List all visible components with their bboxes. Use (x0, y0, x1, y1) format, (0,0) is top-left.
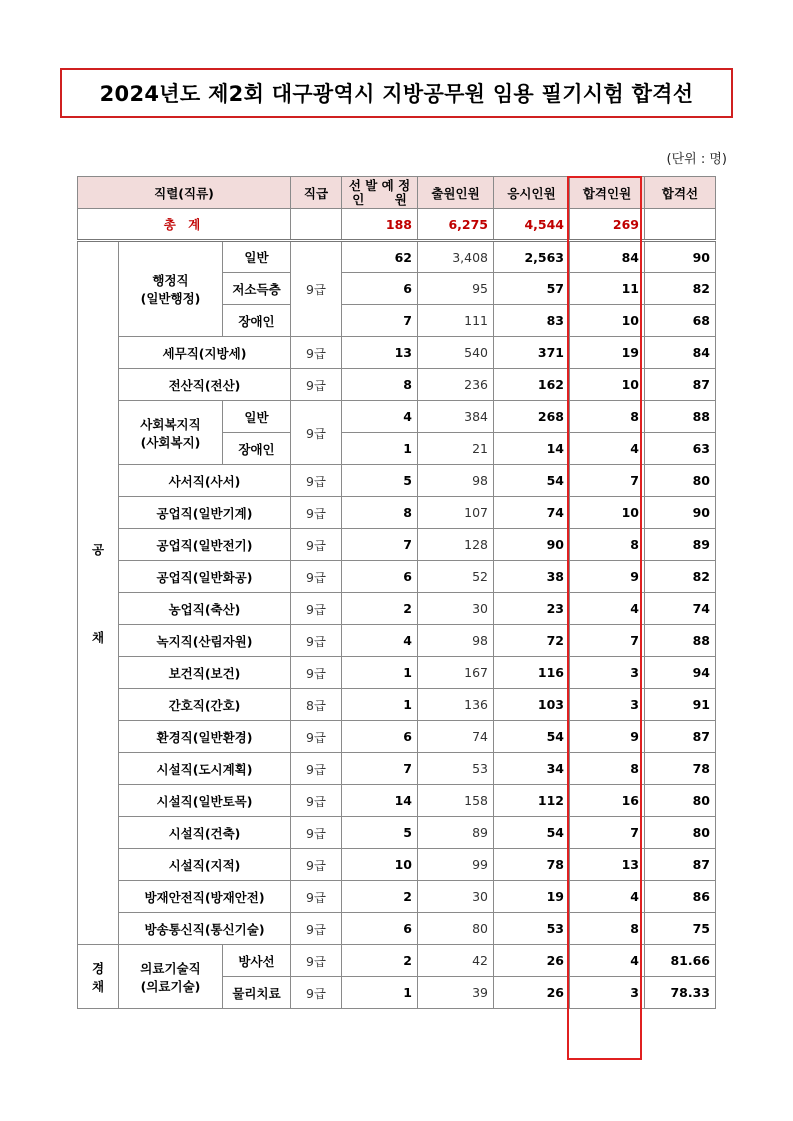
cutoff-cell: 82 (645, 273, 716, 305)
took-cell: 371 (494, 337, 570, 369)
took-cell: 54 (494, 817, 570, 849)
planned-cell: 2 (342, 593, 418, 625)
group-welfare (119, 401, 223, 465)
applied-cell: 111 (418, 305, 494, 337)
category-char: 경 (91, 960, 105, 976)
took-cell: 14 (494, 433, 570, 465)
took-cell: 26 (494, 945, 570, 977)
applied-cell: 107 (418, 497, 494, 529)
planned-cell: 1 (342, 433, 418, 465)
applied-cell: 384 (418, 401, 494, 433)
grade-cell: 9급 (291, 817, 342, 849)
passed-cell: 9 (570, 561, 645, 593)
passed-cell: 84 (570, 241, 645, 273)
planned-cell: 2 (342, 881, 418, 913)
unit-label: (단위 : 명) (666, 152, 727, 167)
sub-name: 장애인 (223, 433, 291, 465)
cutoff-cell: 74 (645, 593, 716, 625)
header-row (78, 177, 716, 209)
took-cell: 19 (494, 881, 570, 913)
passed-cell: 4 (570, 593, 645, 625)
header-series: 직렬(직류) (78, 177, 291, 209)
applied-cell: 39 (418, 977, 494, 1009)
total-passed: 269 (570, 209, 645, 241)
passed-cell: 8 (570, 753, 645, 785)
cutoff-cell: 88 (645, 625, 716, 657)
category-char: 채 (91, 630, 105, 645)
table-row (78, 529, 716, 561)
planned-cell: 5 (342, 817, 418, 849)
total-row (78, 209, 716, 241)
passed-cell: 19 (570, 337, 645, 369)
took-cell: 54 (494, 465, 570, 497)
series-name: 세무직(지방세) (119, 337, 291, 369)
cutoff-cell: 89 (645, 529, 716, 561)
table-row (78, 817, 716, 849)
passed-cell: 8 (570, 529, 645, 561)
table-row (78, 689, 716, 721)
cutoff-cell: 82 (645, 561, 716, 593)
series-name: 공업직(일반화공) (119, 561, 291, 593)
took-cell: 162 (494, 369, 570, 401)
planned-cell: 13 (342, 337, 418, 369)
table-row (78, 721, 716, 753)
series-name: 시설직(도시계획) (119, 753, 291, 785)
took-cell: 74 (494, 497, 570, 529)
header-planned-line1: 선 발 예 정 (348, 177, 411, 193)
applied-cell: 30 (418, 593, 494, 625)
table-row (78, 241, 716, 273)
total-cutoff (645, 209, 716, 241)
table-row (78, 561, 716, 593)
header-cutoff: 합격선 (645, 177, 716, 209)
series-name: 간호직(간호) (119, 689, 291, 721)
grade-cell: 9급 (291, 785, 342, 817)
total-took: 4,544 (494, 209, 570, 241)
cutoff-cell: 84 (645, 337, 716, 369)
sub-name: 일반 (223, 401, 291, 433)
grade-cell: 9급 (291, 561, 342, 593)
cutoff-cell: 87 (645, 721, 716, 753)
cutoff-cell: 68 (645, 305, 716, 337)
passed-cell: 16 (570, 785, 645, 817)
grade-cell: 9급 (291, 593, 342, 625)
grade-cell: 8급 (291, 689, 342, 721)
took-cell: 26 (494, 977, 570, 1009)
planned-cell: 1 (342, 657, 418, 689)
series-name: 녹지직(산림자원) (119, 625, 291, 657)
grade-cell: 9급 (291, 913, 342, 945)
applied-cell: 98 (418, 625, 494, 657)
total-grade (291, 209, 342, 241)
series-name: 공업직(일반기계) (119, 497, 291, 529)
sub-name: 일반 (223, 241, 291, 273)
applied-cell: 74 (418, 721, 494, 753)
table-row (78, 497, 716, 529)
table-row (78, 401, 716, 433)
cutoff-cell: 80 (645, 785, 716, 817)
took-cell: 23 (494, 593, 570, 625)
took-cell: 83 (494, 305, 570, 337)
took-cell: 268 (494, 401, 570, 433)
cutoff-table (77, 176, 716, 1009)
grade-cell: 9급 (291, 337, 342, 369)
cutoff-cell: 90 (645, 241, 716, 273)
applied-cell: 53 (418, 753, 494, 785)
header-took: 응시인원 (494, 177, 570, 209)
table-row (78, 465, 716, 497)
table-row (78, 881, 716, 913)
category-gyeongchae (78, 945, 119, 1009)
sub-name: 저소득층 (223, 273, 291, 305)
passed-cell: 8 (570, 401, 645, 433)
cutoff-cell: 78 (645, 753, 716, 785)
table-row (78, 785, 716, 817)
passed-cell: 10 (570, 305, 645, 337)
passed-cell: 4 (570, 945, 645, 977)
planned-cell: 8 (342, 497, 418, 529)
took-cell: 90 (494, 529, 570, 561)
applied-cell: 167 (418, 657, 494, 689)
planned-cell: 1 (342, 977, 418, 1009)
total-planned: 188 (342, 209, 418, 241)
group-line: 행정직 (152, 273, 189, 288)
total-label: 총 계 (78, 209, 291, 241)
planned-cell: 10 (342, 849, 418, 881)
grade-cell: 9급 (291, 657, 342, 689)
sub-name: 방사선 (223, 945, 291, 977)
header-passed: 합격인원 (570, 177, 645, 209)
planned-cell: 14 (342, 785, 418, 817)
passed-cell: 7 (570, 817, 645, 849)
group-line: (일반행정) (140, 291, 201, 306)
took-cell: 112 (494, 785, 570, 817)
page-title: 2024년도 제2회 대구광역시 지방공무원 임용 필기시험 합격선 (99, 82, 694, 106)
applied-cell: 98 (418, 465, 494, 497)
applied-cell: 540 (418, 337, 494, 369)
cutoff-cell: 94 (645, 657, 716, 689)
took-cell: 72 (494, 625, 570, 657)
series-name: 공업직(일반전기) (119, 529, 291, 561)
planned-cell: 7 (342, 753, 418, 785)
cutoff-cell: 90 (645, 497, 716, 529)
applied-cell: 236 (418, 369, 494, 401)
took-cell: 57 (494, 273, 570, 305)
planned-cell: 4 (342, 625, 418, 657)
series-name: 시설직(일반토목) (119, 785, 291, 817)
applied-cell: 128 (418, 529, 494, 561)
took-cell: 54 (494, 721, 570, 753)
header-planned (342, 177, 418, 209)
group-admin (119, 241, 223, 337)
group-line: (사회복지) (140, 434, 201, 450)
took-cell: 116 (494, 657, 570, 689)
header-grade: 직급 (291, 177, 342, 209)
applied-cell: 21 (418, 433, 494, 465)
passed-cell: 3 (570, 977, 645, 1009)
took-cell: 78 (494, 849, 570, 881)
passed-cell: 10 (570, 497, 645, 529)
header-applied: 출원인원 (418, 177, 494, 209)
planned-cell: 6 (342, 913, 418, 945)
took-cell: 53 (494, 913, 570, 945)
passed-cell: 11 (570, 273, 645, 305)
cutoff-cell: 80 (645, 817, 716, 849)
planned-cell: 6 (342, 721, 418, 753)
sub-name: 장애인 (223, 305, 291, 337)
grade-cell: 9급 (291, 881, 342, 913)
total-applied: 6,275 (418, 209, 494, 241)
series-name: 농업직(축산) (119, 593, 291, 625)
applied-cell: 136 (418, 689, 494, 721)
group-line: 사회복지직 (140, 416, 201, 432)
applied-cell: 95 (418, 273, 494, 305)
table-row (78, 593, 716, 625)
planned-cell: 6 (342, 273, 418, 305)
header-planned-line2: 인 원 (352, 191, 407, 207)
cutoff-cell: 86 (645, 881, 716, 913)
table-row (78, 945, 716, 977)
category-gongchae (78, 241, 119, 945)
planned-cell: 7 (342, 305, 418, 337)
grade-cell: 9급 (291, 977, 342, 1009)
took-cell: 38 (494, 561, 570, 593)
series-name: 방재안전직(방재안전) (119, 881, 291, 913)
passed-cell: 13 (570, 849, 645, 881)
applied-cell: 3,408 (418, 241, 494, 273)
table-row (78, 369, 716, 401)
applied-cell: 99 (418, 849, 494, 881)
category-char: 채 (91, 978, 105, 994)
planned-cell: 4 (342, 401, 418, 433)
group-line: 의료기술직 (140, 960, 201, 976)
passed-cell: 7 (570, 625, 645, 657)
applied-cell: 89 (418, 817, 494, 849)
table-row (78, 625, 716, 657)
series-name: 환경직(일반환경) (119, 721, 291, 753)
planned-cell: 2 (342, 945, 418, 977)
passed-cell: 9 (570, 721, 645, 753)
series-name: 사서직(사서) (119, 465, 291, 497)
table-row (78, 657, 716, 689)
grade-cell: 9급 (291, 497, 342, 529)
planned-cell: 7 (342, 529, 418, 561)
passed-cell: 4 (570, 433, 645, 465)
series-name: 방송통신직(통신기술) (119, 913, 291, 945)
grade-cell: 9급 (291, 369, 342, 401)
table-row (78, 913, 716, 945)
applied-cell: 52 (418, 561, 494, 593)
cutoff-cell: 75 (645, 913, 716, 945)
grade-cell: 9급 (291, 945, 342, 977)
series-name: 보건직(보건) (119, 657, 291, 689)
table-row (78, 337, 716, 369)
cutoff-cell: 87 (645, 369, 716, 401)
cutoff-cell: 87 (645, 849, 716, 881)
grade-cell: 9급 (291, 625, 342, 657)
planned-cell: 1 (342, 689, 418, 721)
cutoff-cell: 80 (645, 465, 716, 497)
passed-cell: 7 (570, 465, 645, 497)
grade-cell: 9급 (291, 465, 342, 497)
took-cell: 103 (494, 689, 570, 721)
grade-cell: 9급 (291, 849, 342, 881)
group-medtech (119, 945, 223, 1009)
table-row (78, 753, 716, 785)
planned-cell: 6 (342, 561, 418, 593)
grade-cell: 9급 (291, 241, 342, 337)
grade-cell: 9급 (291, 401, 342, 465)
grade-cell: 9급 (291, 753, 342, 785)
category-char: 공 (91, 542, 105, 557)
took-cell: 34 (494, 753, 570, 785)
planned-cell: 62 (342, 241, 418, 273)
applied-cell: 30 (418, 881, 494, 913)
passed-cell: 8 (570, 913, 645, 945)
passed-cell: 3 (570, 657, 645, 689)
series-name: 시설직(건축) (119, 817, 291, 849)
title-box (60, 68, 733, 118)
cutoff-cell: 91 (645, 689, 716, 721)
series-name: 시설직(지적) (119, 849, 291, 881)
planned-cell: 8 (342, 369, 418, 401)
applied-cell: 80 (418, 913, 494, 945)
sub-name: 물리치료 (223, 977, 291, 1009)
took-cell: 2,563 (494, 241, 570, 273)
cutoff-cell: 88 (645, 401, 716, 433)
planned-cell: 5 (342, 465, 418, 497)
cutoff-cell: 81.66 (645, 945, 716, 977)
applied-cell: 42 (418, 945, 494, 977)
grade-cell: 9급 (291, 529, 342, 561)
table-row (78, 849, 716, 881)
cutoff-cell: 78.33 (645, 977, 716, 1009)
series-name: 전산직(전산) (119, 369, 291, 401)
passed-cell: 4 (570, 881, 645, 913)
passed-cell: 3 (570, 689, 645, 721)
group-line: (의료기술) (140, 978, 201, 994)
cutoff-cell: 63 (645, 433, 716, 465)
grade-cell: 9급 (291, 721, 342, 753)
passed-cell: 10 (570, 369, 645, 401)
applied-cell: 158 (418, 785, 494, 817)
